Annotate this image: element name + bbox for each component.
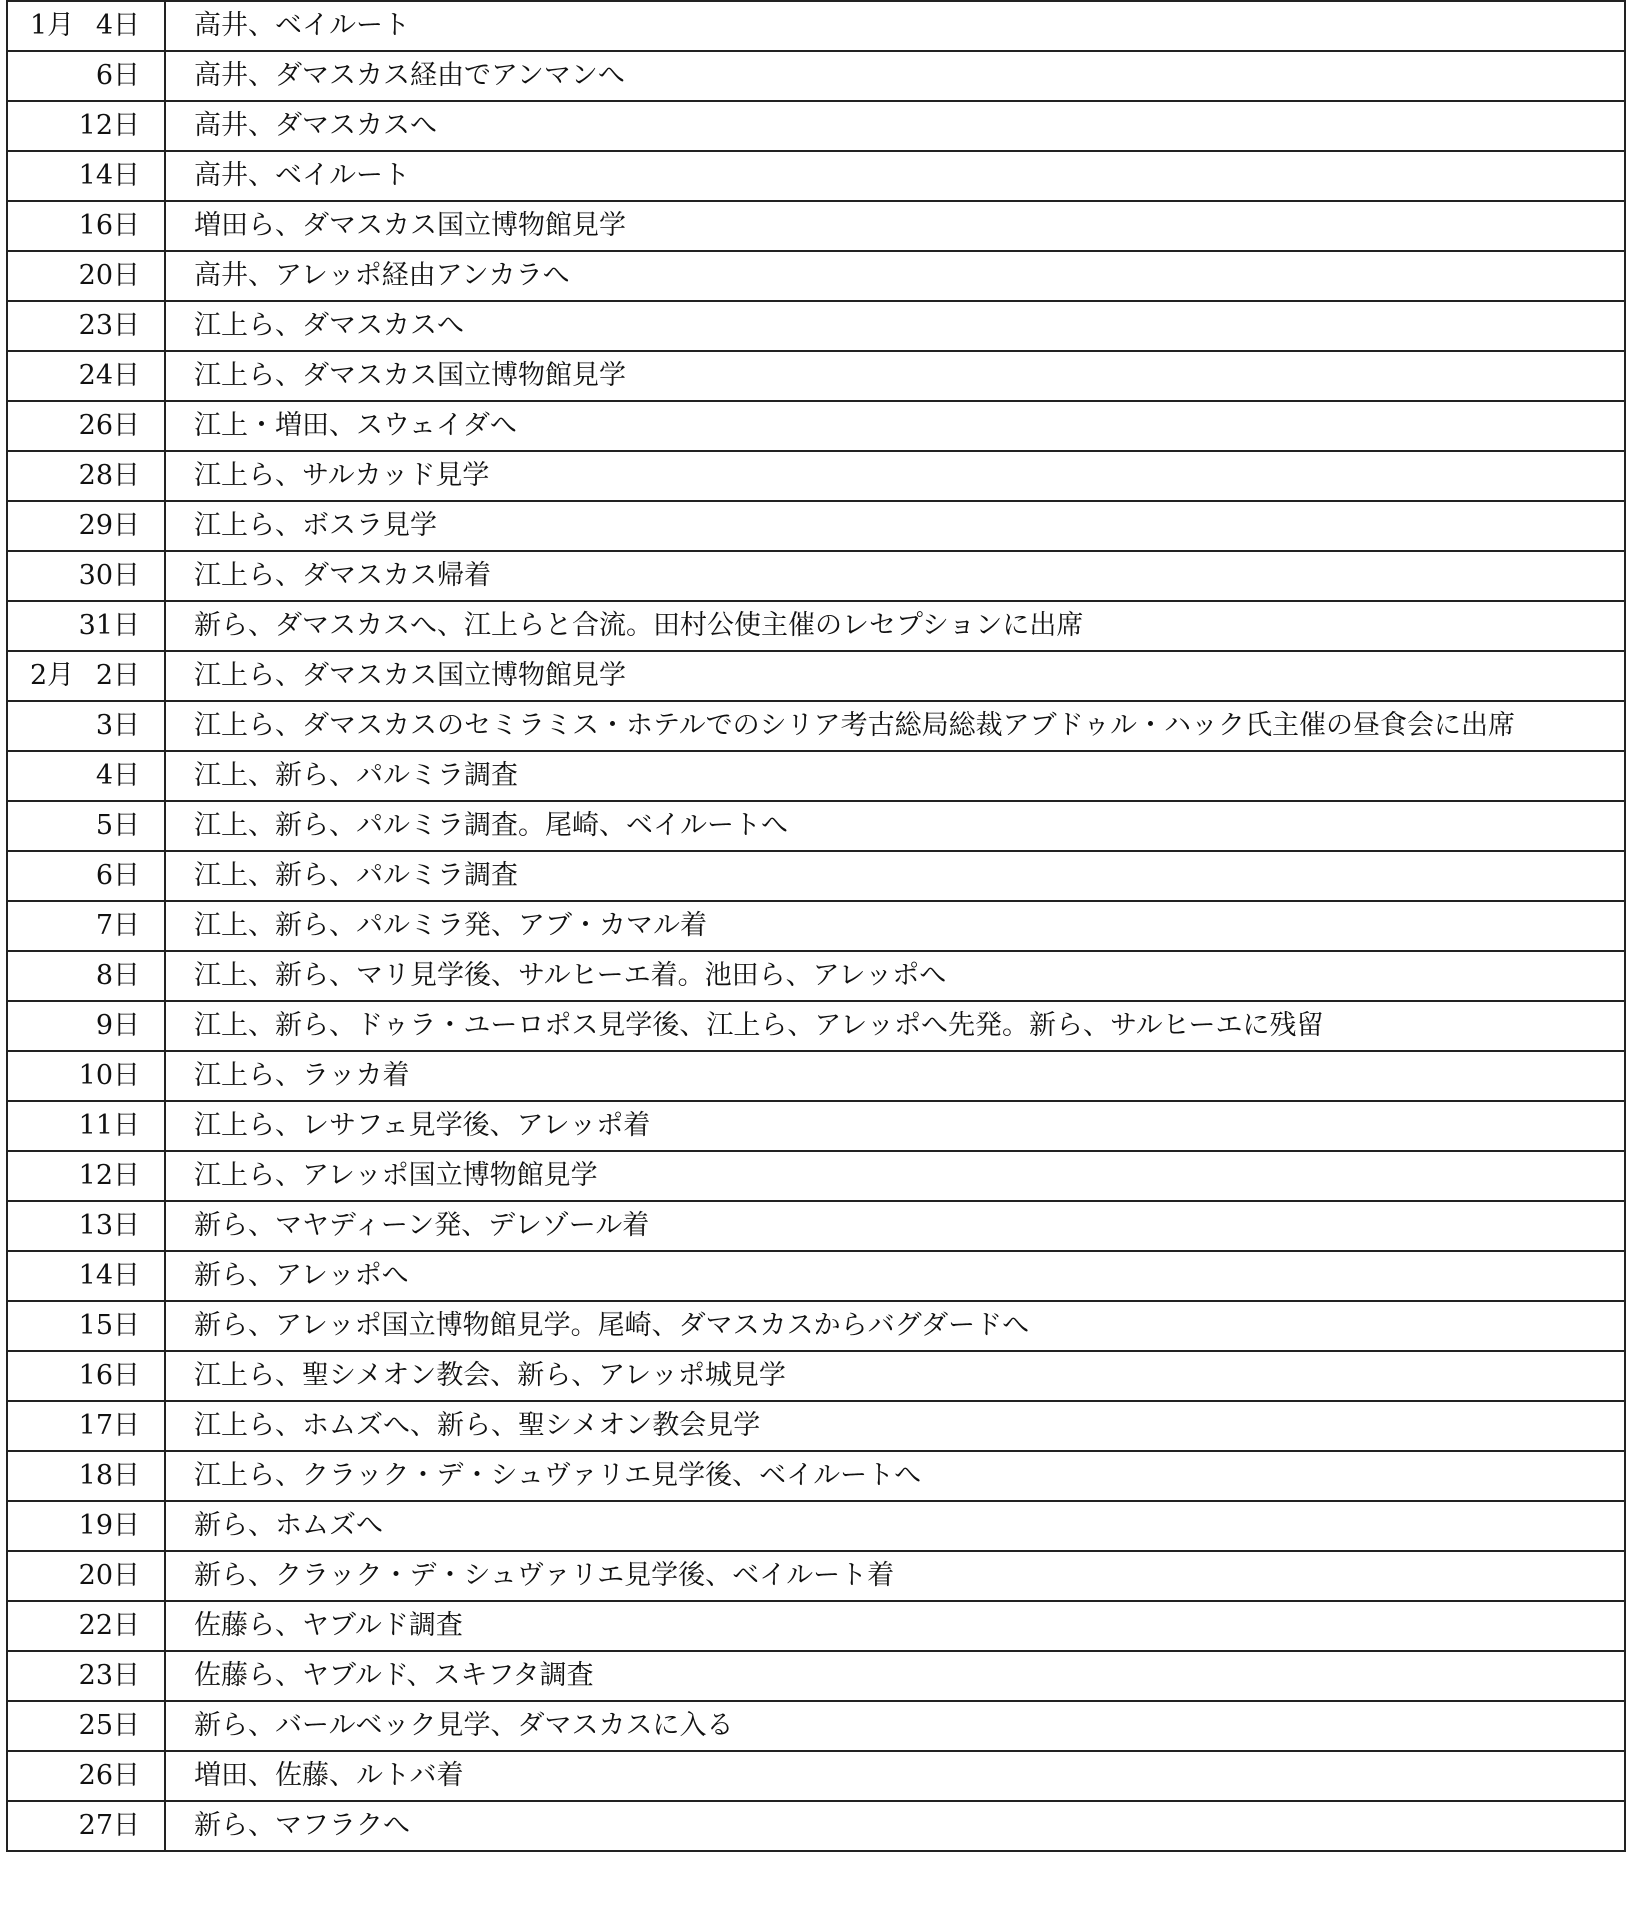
table-row [7, 251, 1625, 301]
date-wrapper [8, 352, 140, 400]
month-label [8, 902, 30, 950]
date-wrapper [8, 1502, 140, 1550]
day-label: 10日 [78, 1060, 140, 1091]
date-wrapper [8, 202, 140, 250]
day-label: 25日 [78, 1710, 140, 1741]
table-row [7, 701, 1625, 751]
table-row [7, 1401, 1625, 1451]
table-row [7, 1, 1625, 51]
day-label: 6日 [95, 60, 140, 91]
day-label: 9日 [95, 1010, 140, 1041]
month-label [8, 1502, 30, 1550]
table-row [7, 1151, 1625, 1201]
date-wrapper [8, 1552, 140, 1600]
month-label [8, 1652, 30, 1700]
date-cell [7, 1801, 165, 1851]
month-label [8, 1352, 30, 1400]
event-cell: 増田、佐藤、ルトバ着 [165, 1751, 1625, 1801]
day-label: 20日 [78, 260, 140, 291]
date-wrapper [8, 1602, 140, 1650]
event-cell: 江上ら、ボスラ見学 [165, 501, 1625, 551]
date-cell [7, 801, 165, 851]
month-label [8, 1702, 30, 1750]
date-cell [7, 1401, 165, 1451]
month-label [8, 1402, 30, 1450]
month-label [8, 952, 30, 1000]
event-cell: 増田ら、ダマスカス国立博物館見学 [165, 201, 1625, 251]
date-wrapper [8, 1052, 140, 1100]
date-cell [7, 451, 165, 501]
month-label [8, 1102, 30, 1150]
event-cell: 江上、新ら、パルミラ調査 [165, 751, 1625, 801]
date-cell [7, 951, 165, 1001]
month-label [8, 1452, 30, 1500]
table-row [7, 51, 1625, 101]
day-label: 22日 [78, 1610, 140, 1641]
month-label [8, 402, 30, 450]
date-wrapper [8, 502, 140, 550]
event-cell: 佐藤ら、ヤブルド、スキフタ調査 [165, 1651, 1625, 1701]
day-label: 31日 [78, 610, 140, 641]
date-cell [7, 101, 165, 151]
month-label [8, 102, 30, 150]
date-wrapper [8, 552, 140, 600]
date-wrapper [8, 402, 140, 450]
date-wrapper [8, 1152, 140, 1200]
event-cell: 新ら、ダマスカスへ、江上らと合流。田村公使主催のレセプションに出席 [165, 601, 1625, 651]
month-label [8, 152, 30, 200]
date-cell [7, 1101, 165, 1151]
table-row [7, 451, 1625, 501]
date-wrapper [8, 602, 140, 650]
day-label: 14日 [78, 160, 140, 191]
date-cell [7, 251, 165, 301]
event-cell: 江上・増田、スウェイダへ [165, 401, 1625, 451]
month-label: 2月 [30, 660, 75, 691]
event-cell: 佐藤ら、ヤブルド調査 [165, 1601, 1625, 1651]
day-label: 11日 [78, 1110, 140, 1141]
month-label [8, 202, 30, 250]
event-cell: 高井、ダマスカス経由でアンマンへ [165, 51, 1625, 101]
date-cell [7, 1301, 165, 1351]
date-wrapper [8, 452, 140, 500]
day-label: 12日 [78, 110, 140, 141]
day-label: 28日 [78, 460, 140, 491]
event-cell: 高井、アレッポ経由アンカラへ [165, 251, 1625, 301]
date-cell [7, 1201, 165, 1251]
event-cell: 江上ら、ラッカ着 [165, 1051, 1625, 1101]
date-wrapper [8, 52, 140, 100]
date-cell [7, 51, 165, 101]
schedule-table [6, 0, 1626, 1852]
month-label [8, 1002, 30, 1050]
table-row [7, 601, 1625, 651]
date-cell [7, 1151, 165, 1201]
event-cell: 江上ら、サルカッド見学 [165, 451, 1625, 501]
date-wrapper [8, 1352, 140, 1400]
date-wrapper [8, 302, 140, 350]
date-cell [7, 1501, 165, 1551]
date-wrapper [8, 152, 140, 200]
event-cell: 江上ら、レサフェ見学後、アレッポ着 [165, 1101, 1625, 1151]
date-cell [7, 1451, 165, 1501]
date-cell [7, 1601, 165, 1651]
date-cell [7, 1651, 165, 1701]
date-cell [7, 201, 165, 251]
table-row [7, 1701, 1625, 1751]
event-cell: 江上ら、ダマスカス帰着 [165, 551, 1625, 601]
date-cell [7, 301, 165, 351]
date-cell [7, 601, 165, 651]
date-cell [7, 901, 165, 951]
date-wrapper [8, 652, 140, 700]
table-row [7, 801, 1625, 851]
event-cell: 高井、ベイルート [165, 1, 1625, 51]
day-label: 16日 [78, 1360, 140, 1391]
day-label: 24日 [78, 360, 140, 391]
month-label [8, 1752, 30, 1800]
month-label [8, 352, 30, 400]
date-wrapper [8, 2, 140, 50]
month-label [8, 252, 30, 300]
month-label [8, 302, 30, 350]
table-row [7, 501, 1625, 551]
table-row [7, 301, 1625, 351]
date-cell [7, 1001, 165, 1051]
day-label: 26日 [78, 1760, 140, 1791]
table-row [7, 1551, 1625, 1601]
month-label [8, 1802, 30, 1850]
date-cell [7, 551, 165, 601]
date-cell [7, 1351, 165, 1401]
event-cell: 江上、新ら、パルミラ調査 [165, 851, 1625, 901]
table-row [7, 201, 1625, 251]
month-label [8, 1202, 30, 1250]
month-label [8, 752, 30, 800]
date-wrapper [8, 102, 140, 150]
date-cell [7, 351, 165, 401]
day-label: 23日 [78, 1660, 140, 1691]
day-label: 16日 [78, 210, 140, 241]
event-cell: 江上ら、アレッポ国立博物館見学 [165, 1151, 1625, 1201]
event-cell: 江上ら、ダマスカス国立博物館見学 [165, 351, 1625, 401]
month-label [8, 552, 30, 600]
event-cell: 高井、ダマスカスへ [165, 101, 1625, 151]
date-wrapper [8, 1102, 140, 1150]
day-label: 14日 [78, 1260, 140, 1291]
event-cell: 新ら、ホムズへ [165, 1501, 1625, 1551]
table-row [7, 851, 1625, 901]
table-row [7, 751, 1625, 801]
day-label: 4日 [95, 10, 140, 41]
date-cell [7, 1051, 165, 1101]
date-wrapper [8, 252, 140, 300]
day-label: 30日 [78, 560, 140, 591]
date-wrapper [8, 1702, 140, 1750]
date-cell [7, 751, 165, 801]
month-label [8, 452, 30, 500]
month-label [8, 502, 30, 550]
day-label: 12日 [78, 1160, 140, 1191]
event-cell: 江上、新ら、パルミラ調査。尾崎、ベイルートへ [165, 801, 1625, 851]
month-label [8, 602, 30, 650]
date-wrapper [8, 1802, 140, 1850]
month-label [8, 702, 30, 750]
date-wrapper [8, 1252, 140, 1300]
day-label: 3日 [95, 710, 140, 741]
day-label: 8日 [95, 960, 140, 991]
table-row [7, 901, 1625, 951]
event-cell: 江上ら、聖シメオン教会、新ら、アレッポ城見学 [165, 1351, 1625, 1401]
event-cell: 江上、新ら、マリ見学後、サルヒーエ着。池田ら、アレッポへ [165, 951, 1625, 1001]
date-cell [7, 1701, 165, 1751]
date-cell [7, 401, 165, 451]
month-label [8, 852, 30, 900]
table-row [7, 1751, 1625, 1801]
month-label [8, 1552, 30, 1600]
table-row [7, 1651, 1625, 1701]
table-row [7, 401, 1625, 451]
table-row [7, 151, 1625, 201]
month-label [8, 1252, 30, 1300]
event-cell: 新ら、アレッポへ [165, 1251, 1625, 1301]
day-label: 18日 [78, 1460, 140, 1491]
table-row [7, 951, 1625, 1001]
month-label [8, 1052, 30, 1100]
month-label [8, 52, 30, 100]
date-wrapper [8, 852, 140, 900]
table-row [7, 351, 1625, 401]
table-row [7, 1101, 1625, 1151]
date-wrapper [8, 1652, 140, 1700]
date-wrapper [8, 802, 140, 850]
date-cell [7, 151, 165, 201]
date-cell [7, 701, 165, 751]
date-wrapper [8, 1002, 140, 1050]
date-cell [7, 851, 165, 901]
day-label: 19日 [78, 1510, 140, 1541]
day-label: 6日 [95, 860, 140, 891]
date-cell [7, 501, 165, 551]
day-label: 29日 [78, 510, 140, 541]
date-wrapper [8, 702, 140, 750]
table-row [7, 1301, 1625, 1351]
date-wrapper [8, 1452, 140, 1500]
table-row [7, 551, 1625, 601]
date-wrapper [8, 1202, 140, 1250]
event-cell: 江上、新ら、パルミラ発、アブ・カマル着 [165, 901, 1625, 951]
date-cell [7, 1251, 165, 1301]
event-cell: 江上ら、ホムズへ、新ら、聖シメオン教会見学 [165, 1401, 1625, 1451]
day-label: 17日 [78, 1410, 140, 1441]
date-wrapper [8, 952, 140, 1000]
date-cell [7, 1551, 165, 1601]
date-wrapper [8, 1302, 140, 1350]
schedule-body [7, 1, 1625, 1851]
month-label [8, 1302, 30, 1350]
date-cell [7, 1, 165, 51]
table-row [7, 1601, 1625, 1651]
event-cell: 江上ら、ダマスカス国立博物館見学 [165, 651, 1625, 701]
date-wrapper [8, 1402, 140, 1450]
month-label [8, 1602, 30, 1650]
event-cell: 新ら、バールベック見学、ダマスカスに入る [165, 1701, 1625, 1751]
date-cell [7, 651, 165, 701]
event-cell: 高井、ベイルート [165, 151, 1625, 201]
month-label: 1月 [30, 10, 75, 41]
day-label: 27日 [78, 1810, 140, 1841]
table-row [7, 1251, 1625, 1301]
day-label: 23日 [78, 310, 140, 341]
day-label: 7日 [95, 910, 140, 941]
table-row [7, 101, 1625, 151]
date-wrapper [8, 902, 140, 950]
day-label: 2日 [95, 660, 140, 691]
table-row [7, 1801, 1625, 1851]
date-wrapper [8, 1752, 140, 1800]
table-row [7, 1051, 1625, 1101]
month-label [8, 802, 30, 850]
table-row [7, 1501, 1625, 1551]
event-cell: 江上ら、クラック・デ・シュヴァリエ見学後、ベイルートへ [165, 1451, 1625, 1501]
event-cell: 新ら、マヤディーン発、デレゾール着 [165, 1201, 1625, 1251]
day-label: 20日 [78, 1560, 140, 1591]
event-cell: 新ら、クラック・デ・シュヴァリエ見学後、ベイルート着 [165, 1551, 1625, 1601]
table-row [7, 651, 1625, 701]
day-label: 4日 [95, 760, 140, 791]
event-cell: 新ら、アレッポ国立博物館見学。尾崎、ダマスカスからバグダードへ [165, 1301, 1625, 1351]
day-label: 26日 [78, 410, 140, 441]
date-cell [7, 1751, 165, 1801]
day-label: 13日 [78, 1210, 140, 1241]
day-label: 15日 [78, 1310, 140, 1341]
table-row [7, 1001, 1625, 1051]
table-row [7, 1451, 1625, 1501]
month-label [8, 1152, 30, 1200]
day-label: 5日 [95, 810, 140, 841]
event-cell: 江上、新ら、ドゥラ・ユーロポス見学後、江上ら、アレッポへ先発。新ら、サルヒーエに残留 [165, 1001, 1625, 1051]
event-cell: 新ら、マフラクへ [165, 1801, 1625, 1851]
date-wrapper [8, 752, 140, 800]
table-row [7, 1351, 1625, 1401]
event-cell: 江上ら、ダマスカスへ [165, 301, 1625, 351]
table-row [7, 1201, 1625, 1251]
event-cell: 江上ら、ダマスカスのセミラミス・ホテルでのシリア考古総局総裁アブドゥル・ハック氏主催の昼食会に出席 [165, 701, 1625, 751]
